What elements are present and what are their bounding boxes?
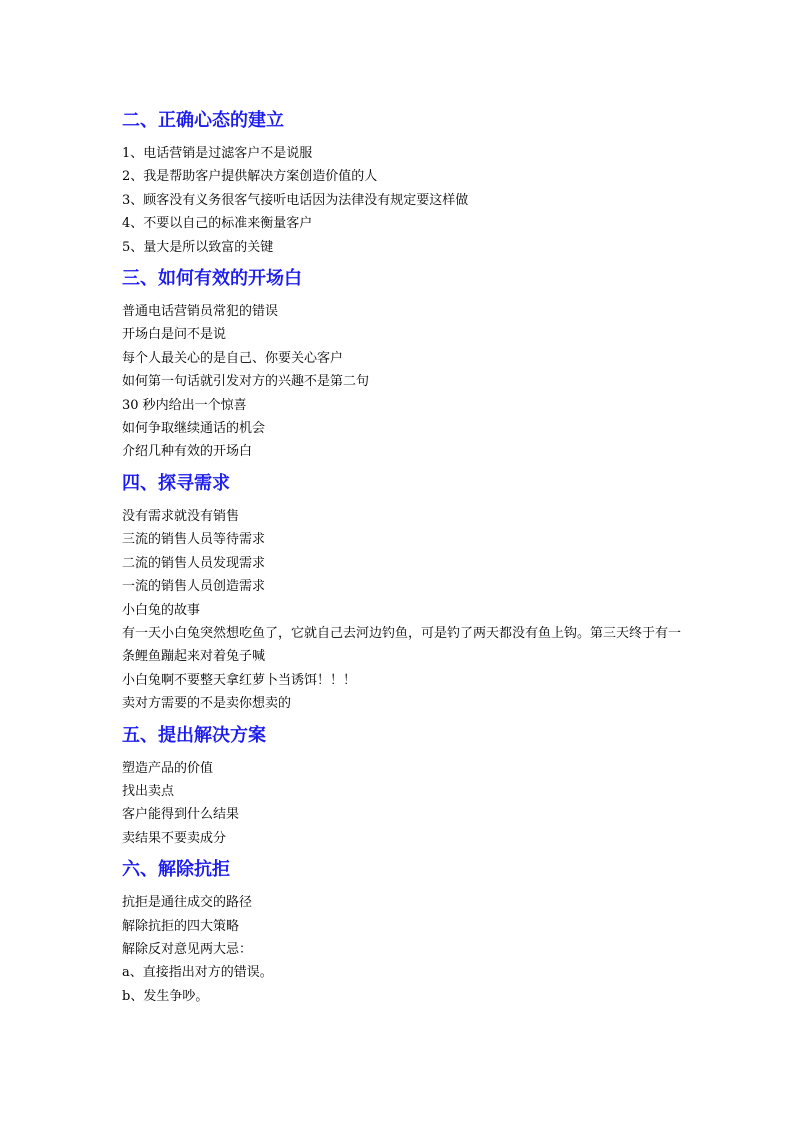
- document-content: [122, 108, 682, 1015]
- body-line: 30 秒内给出一个惊喜: [122, 397, 247, 413]
- body-line: 卖结果不要卖成分: [122, 830, 227, 846]
- section-heading: 三、如何有效的开场白: [122, 268, 302, 290]
- body-paragraph: 有一天小白兔突然想吃鱼了，它就自己去河边钓鱼，可是钓了两天都没有鱼上钩。第三天终于有一条鲤鱼蹦起来对着兔子喊: [122, 625, 682, 665]
- body-line: 普通电话营销员常犯的错误: [122, 304, 279, 320]
- body-line: 解除抗拒的四大策略: [122, 918, 240, 934]
- section-body: [122, 891, 682, 1008]
- section-mindset: [122, 108, 682, 259]
- body-line: 开场白是问不是说: [122, 327, 227, 343]
- body-line: b、发生争吵。: [122, 988, 209, 1004]
- body-line: 介绍几种有效的开场白: [122, 444, 253, 460]
- body-line: a、直接指出对方的错误。: [122, 965, 273, 981]
- section-opening: [122, 266, 682, 464]
- section-heading: 二、正确心态的建立: [122, 110, 284, 131]
- section-body: [122, 505, 682, 716]
- body-line: 5、量大是所以致富的关键: [122, 239, 274, 255]
- section-body: [122, 757, 682, 851]
- section-heading: 五、提出解决方案: [122, 724, 266, 746]
- body-line: 4、不要以自己的标准来衡量客户: [122, 216, 313, 232]
- section-heading: 四、探寻需求: [122, 472, 230, 494]
- section-solution: [122, 723, 682, 851]
- body-line: 如何争取继续通话的机会: [122, 421, 266, 437]
- body-line: 抗拒是通往成交的路径: [122, 895, 253, 911]
- section-objections: [122, 857, 682, 1008]
- body-line: 卖对方需要的不是卖你想卖的: [122, 696, 292, 712]
- body-line: 二流的销售人员发现需求: [122, 555, 266, 571]
- body-line: 小白兔啊不要整天拿红萝卜当诱饵！！！: [122, 672, 357, 688]
- body-line: 解除反对意见两大忌：: [122, 941, 253, 957]
- body-line: 如何第一句话就引发对方的兴趣不是第二句: [122, 374, 370, 390]
- body-line: 塑造产品的价值: [122, 760, 214, 776]
- section-body: [122, 142, 682, 259]
- body-line: 三流的销售人员等待需求: [122, 532, 266, 548]
- section-needs: [122, 471, 682, 716]
- body-line: 一流的销售人员创造需求: [122, 579, 266, 595]
- body-line: 1、电话营销是过滤客户不是说服: [122, 146, 313, 161]
- body-line: 3、顾客没有义务很客气接听电话因为法律没有规定要这样做: [122, 192, 469, 208]
- body-line: 小白兔的故事: [122, 602, 201, 618]
- body-line: 2、我是帮助客户提供解决方案创造价值的人: [122, 169, 378, 185]
- body-line: 找出卖点: [122, 783, 175, 799]
- section-heading: 六、解除抗拒: [122, 859, 230, 881]
- body-line: 每个人最关心的是自己、你要关心客户: [122, 350, 344, 366]
- section-body: [122, 300, 682, 464]
- body-line: 没有需求就没有销售: [122, 508, 240, 524]
- body-line: 客户能得到什么结果: [122, 807, 240, 823]
